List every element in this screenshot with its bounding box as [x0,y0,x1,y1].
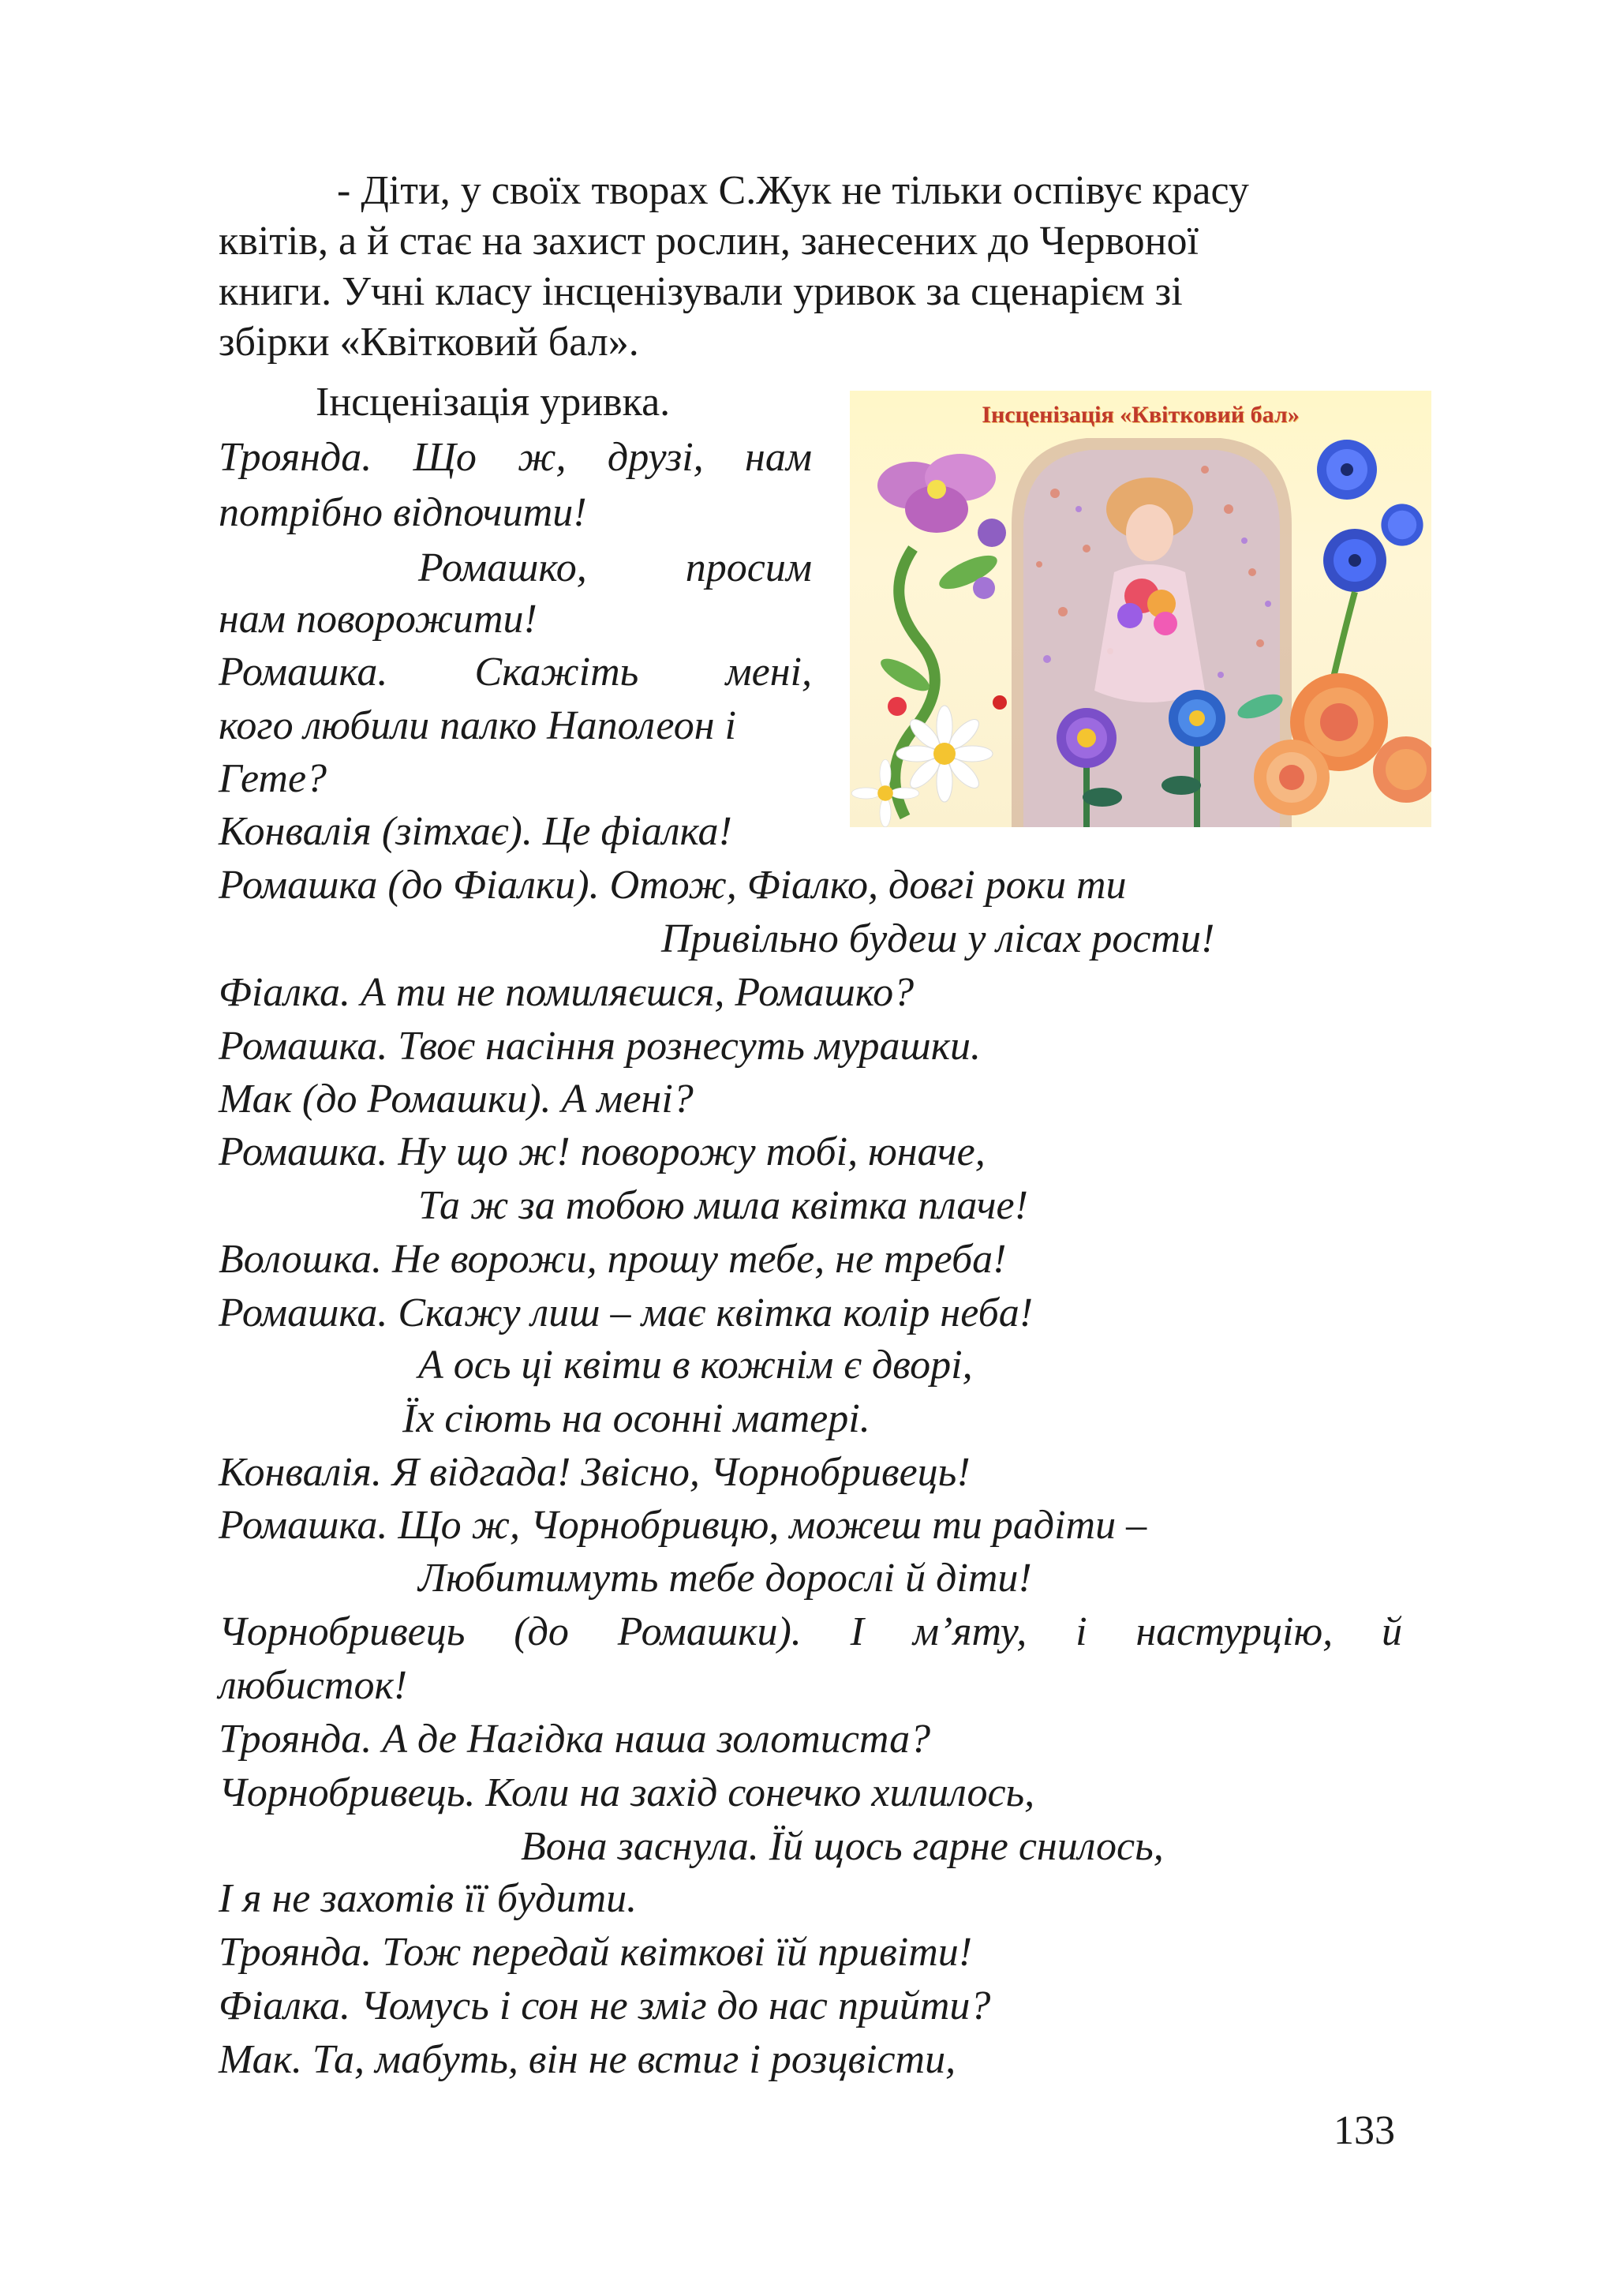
dialogue-line: Чорнобривець (до Ромашки). І м’яту, і настурцію, й [219,1609,1402,1654]
dialogue-line: Ромашка. Скажу лиш – має квітка колір неба! [219,1290,1034,1335]
dialogue-line: Ромашка. Твоє насіння рознесуть мурашки. [219,1024,982,1069]
dialogue-line: Конвалія (зітхає). Це фіалка! [219,809,732,854]
page-number: 133 [1334,2108,1395,2153]
flower-ball-illustration [850,391,1431,827]
dialogue-line: Фіалка. Чомусь і сон не зміг до нас прийти? [219,1983,991,2028]
dialogue-line: Чорнобривець. Коли на захід сонечко хилилось, [219,1770,1035,1815]
dialogue-line: Троянда. А де Нагідка наша золотиста? [219,1717,931,1762]
dialogue-line: Ромашка. Ну що ж! поворожу тобі, юначе, [219,1129,986,1174]
dialogue-line: потрібно відпочити! [219,490,587,535]
dialogue-line: Фіалка. А ти не помиляєшся, Ромашко? [219,970,915,1015]
dialogue-line: Мак. Та, мабуть, він не встиг і розцвісти, [219,2037,956,2082]
dialogue-line: Їх сіють на осонні матері. [402,1396,870,1441]
illustration-title: Інсценізація «Квітковий бал» [982,402,1300,428]
dialogue-line: Ромашка (до Фіалки). Отож, Фіалко, довгі роки ти [219,863,1127,908]
intro-line: збірки «Квітковий бал». [219,320,639,365]
dialogue-line: Ромашка. Скажіть мені, [219,650,812,695]
dialogue-line: Любитимуть тебе дорослі й діти! [418,1556,1032,1601]
intro-line: квітів, а й стає на захист рослин, занесених до Червоної [219,219,1199,264]
dialogue-line: Та ж за тобою мила квітка плаче! [418,1183,1028,1228]
dialogue-line: Ромашка. Що ж, Чорнобривцю, можеш ти радіти – [219,1503,1147,1548]
dialogue-line: Конвалія. Я відгада! Звісно, Чорнобривець! [219,1450,971,1495]
dialogue-line: Троянда. Тож передай квіткові їй привіти! [219,1930,973,1975]
dialogue-line: Привільно будеш у лісах рости! [661,916,1215,961]
dialogue-line: нам поворожити! [219,597,537,642]
dialogue-line: Троянда. Що ж, друзі, нам [219,435,812,480]
dialogue-line: І я не захотів її будити. [219,1876,638,1921]
dialogue-line: Волошка. Не ворожи, прошу тебе, не треба! [219,1237,1007,1282]
intro-line: книги. Учні класу інсценізували уривок за сценарієм зі [219,269,1183,314]
flower-illustration-art [850,391,1431,827]
dialogue-line: кого любили палко Наполеон і [219,703,736,748]
dialogue-line: Гете? [219,756,327,801]
section-heading: Інсценізація уривка. [316,380,671,425]
intro-line: - Діти, у своїх творах С.Жук не тільки оспівує красу [337,168,1249,213]
dialogue-line: любисток! [219,1663,408,1708]
dialogue-line: А ось ці квіти в кожнім є дворі, [418,1343,973,1388]
dialogue-line: Ромашко, просим [418,545,812,590]
intro-paragraph [219,166,1402,368]
dialogue-line: Вона заснула. Їй щось гарне снилось, [521,1824,1164,1869]
dialogue-line: Мак (до Ромашки). А мені? [219,1077,694,1122]
